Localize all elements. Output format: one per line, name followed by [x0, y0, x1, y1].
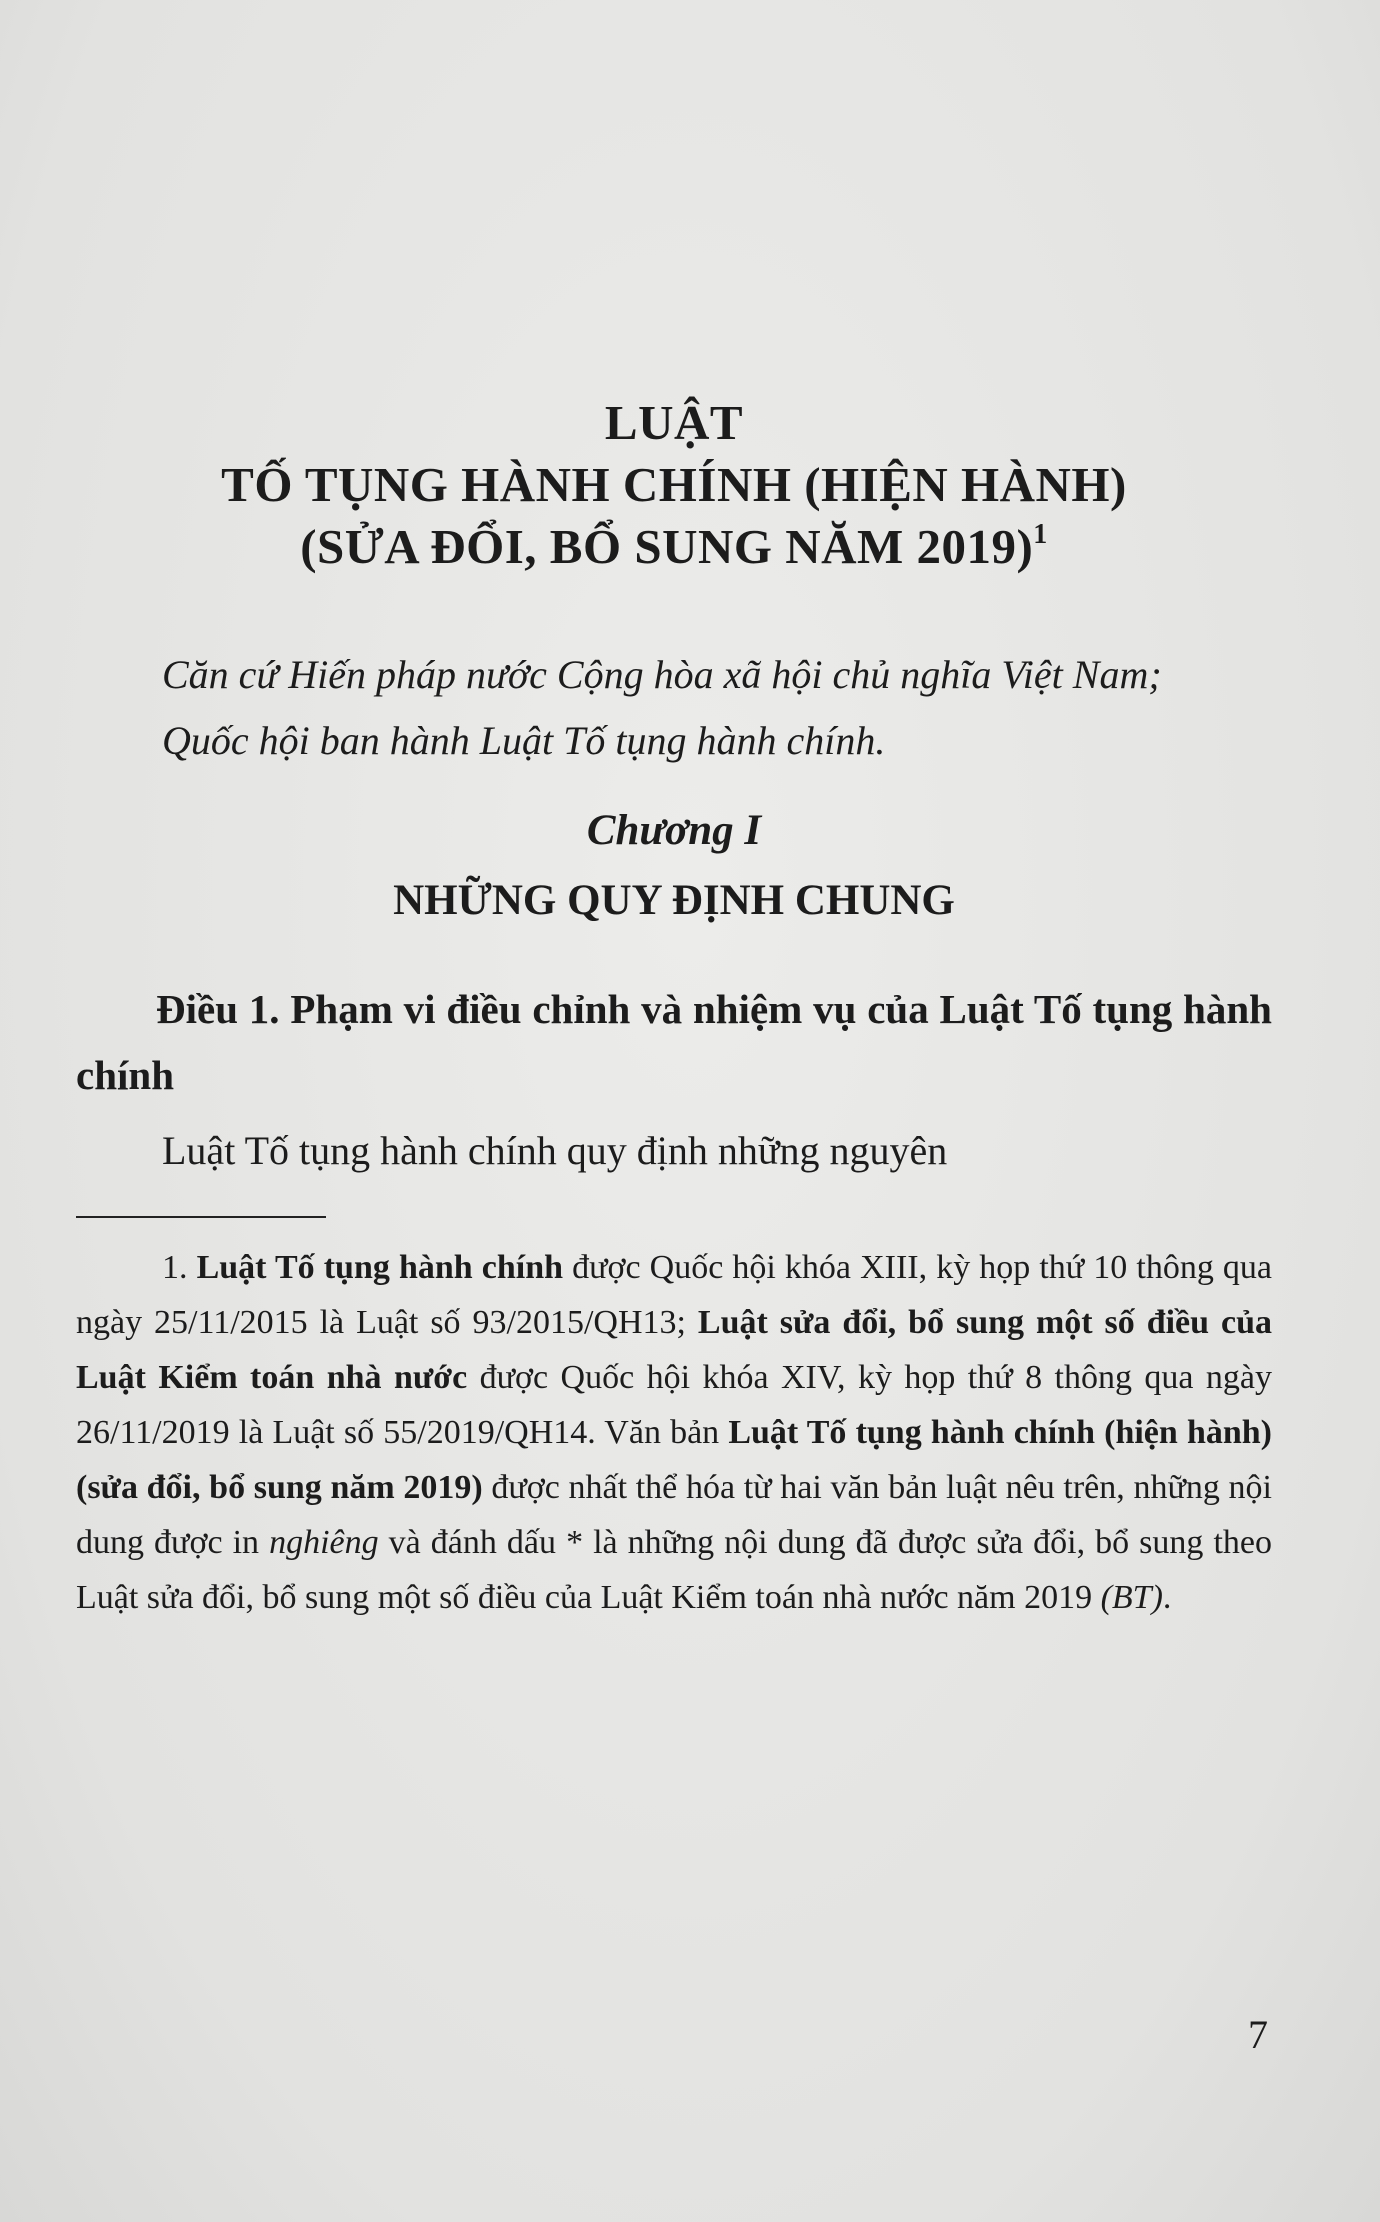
article-first-line: Luật Tố tụng hành chính quy định những nguyên — [162, 1128, 948, 1173]
footnote-italic-1: nghiêng — [269, 1524, 379, 1561]
footnote-text-1: được Quốc hội khóa XIII, kỳ họp thứ 10 thông qua ngày 25/11/2015 là Luật số 93/2015/QH13; — [76, 1249, 1272, 1341]
footnote-marker: 1 — [1033, 519, 1048, 550]
footnote-text-5: . — [1162, 1579, 1172, 1616]
law-title-line3 — [76, 516, 1272, 578]
footnote-text-2: được Quốc hội khóa XIV, kỳ họp thứ 8 thông qua ngày 26/11/2019 là Luật số 55/2019/QH14. Văn bản — [76, 1359, 1272, 1451]
chapter-title: NHỮNG QUY ĐỊNH CHUNG — [393, 877, 955, 924]
preamble-enactment: Quốc hội ban hành Luật Tố tụng hành chính. — [162, 718, 886, 763]
footnote-number: 1. — [162, 1249, 197, 1286]
law-title-line2: TỐ TỤNG HÀNH CHÍNH (HIỆN HÀNH) — [221, 457, 1127, 512]
article-title: Điều 1. Phạm vi điều chỉnh và nhiệm vụ của Luật Tố tụng hành chính — [76, 986, 1272, 1098]
chapter-number: Chương I — [586, 807, 762, 854]
footnote-divider — [76, 1216, 326, 1218]
preamble-basis: Căn cứ Hiến pháp nước Cộng hòa xã hội chủ nghĩa Việt Nam; — [162, 652, 1162, 697]
footnote-italic-2: (BT) — [1100, 1579, 1163, 1616]
law-title-line3-text: (SỬA ĐỔI, BỔ SUNG NĂM 2019) — [300, 519, 1034, 574]
preamble — [76, 642, 1272, 774]
law-title — [76, 392, 1272, 578]
footnote-1 — [76, 1240, 1272, 1625]
footnote-text-4: và đánh dấu * là những nội dung đã được sửa đổi, bổ sung theo Luật sửa đổi, bổ sung một số điều của Luật Kiểm toán nhà nước năm 2019 — [76, 1524, 1272, 1616]
page-number: 7 — [1248, 2012, 1268, 2057]
law-title-line1: LUẬT — [604, 395, 744, 450]
footnote-bold-2: Luật sửa đổi, bổ sung một số điều của Luật Kiểm toán nhà nước — [76, 1304, 1272, 1396]
footnote-text-3: được nhất thể hóa từ hai văn bản luật nêu trên, những nội dung được in — [76, 1469, 1272, 1561]
footnote-bold-3: Luật Tố tụng hành chính (hiện hành) (sửa đổi, bổ sung năm 2019) — [76, 1414, 1272, 1506]
page-content — [76, 392, 1272, 1625]
footnote-bold-1: Luật Tố tụng hành chính — [196, 1249, 564, 1286]
